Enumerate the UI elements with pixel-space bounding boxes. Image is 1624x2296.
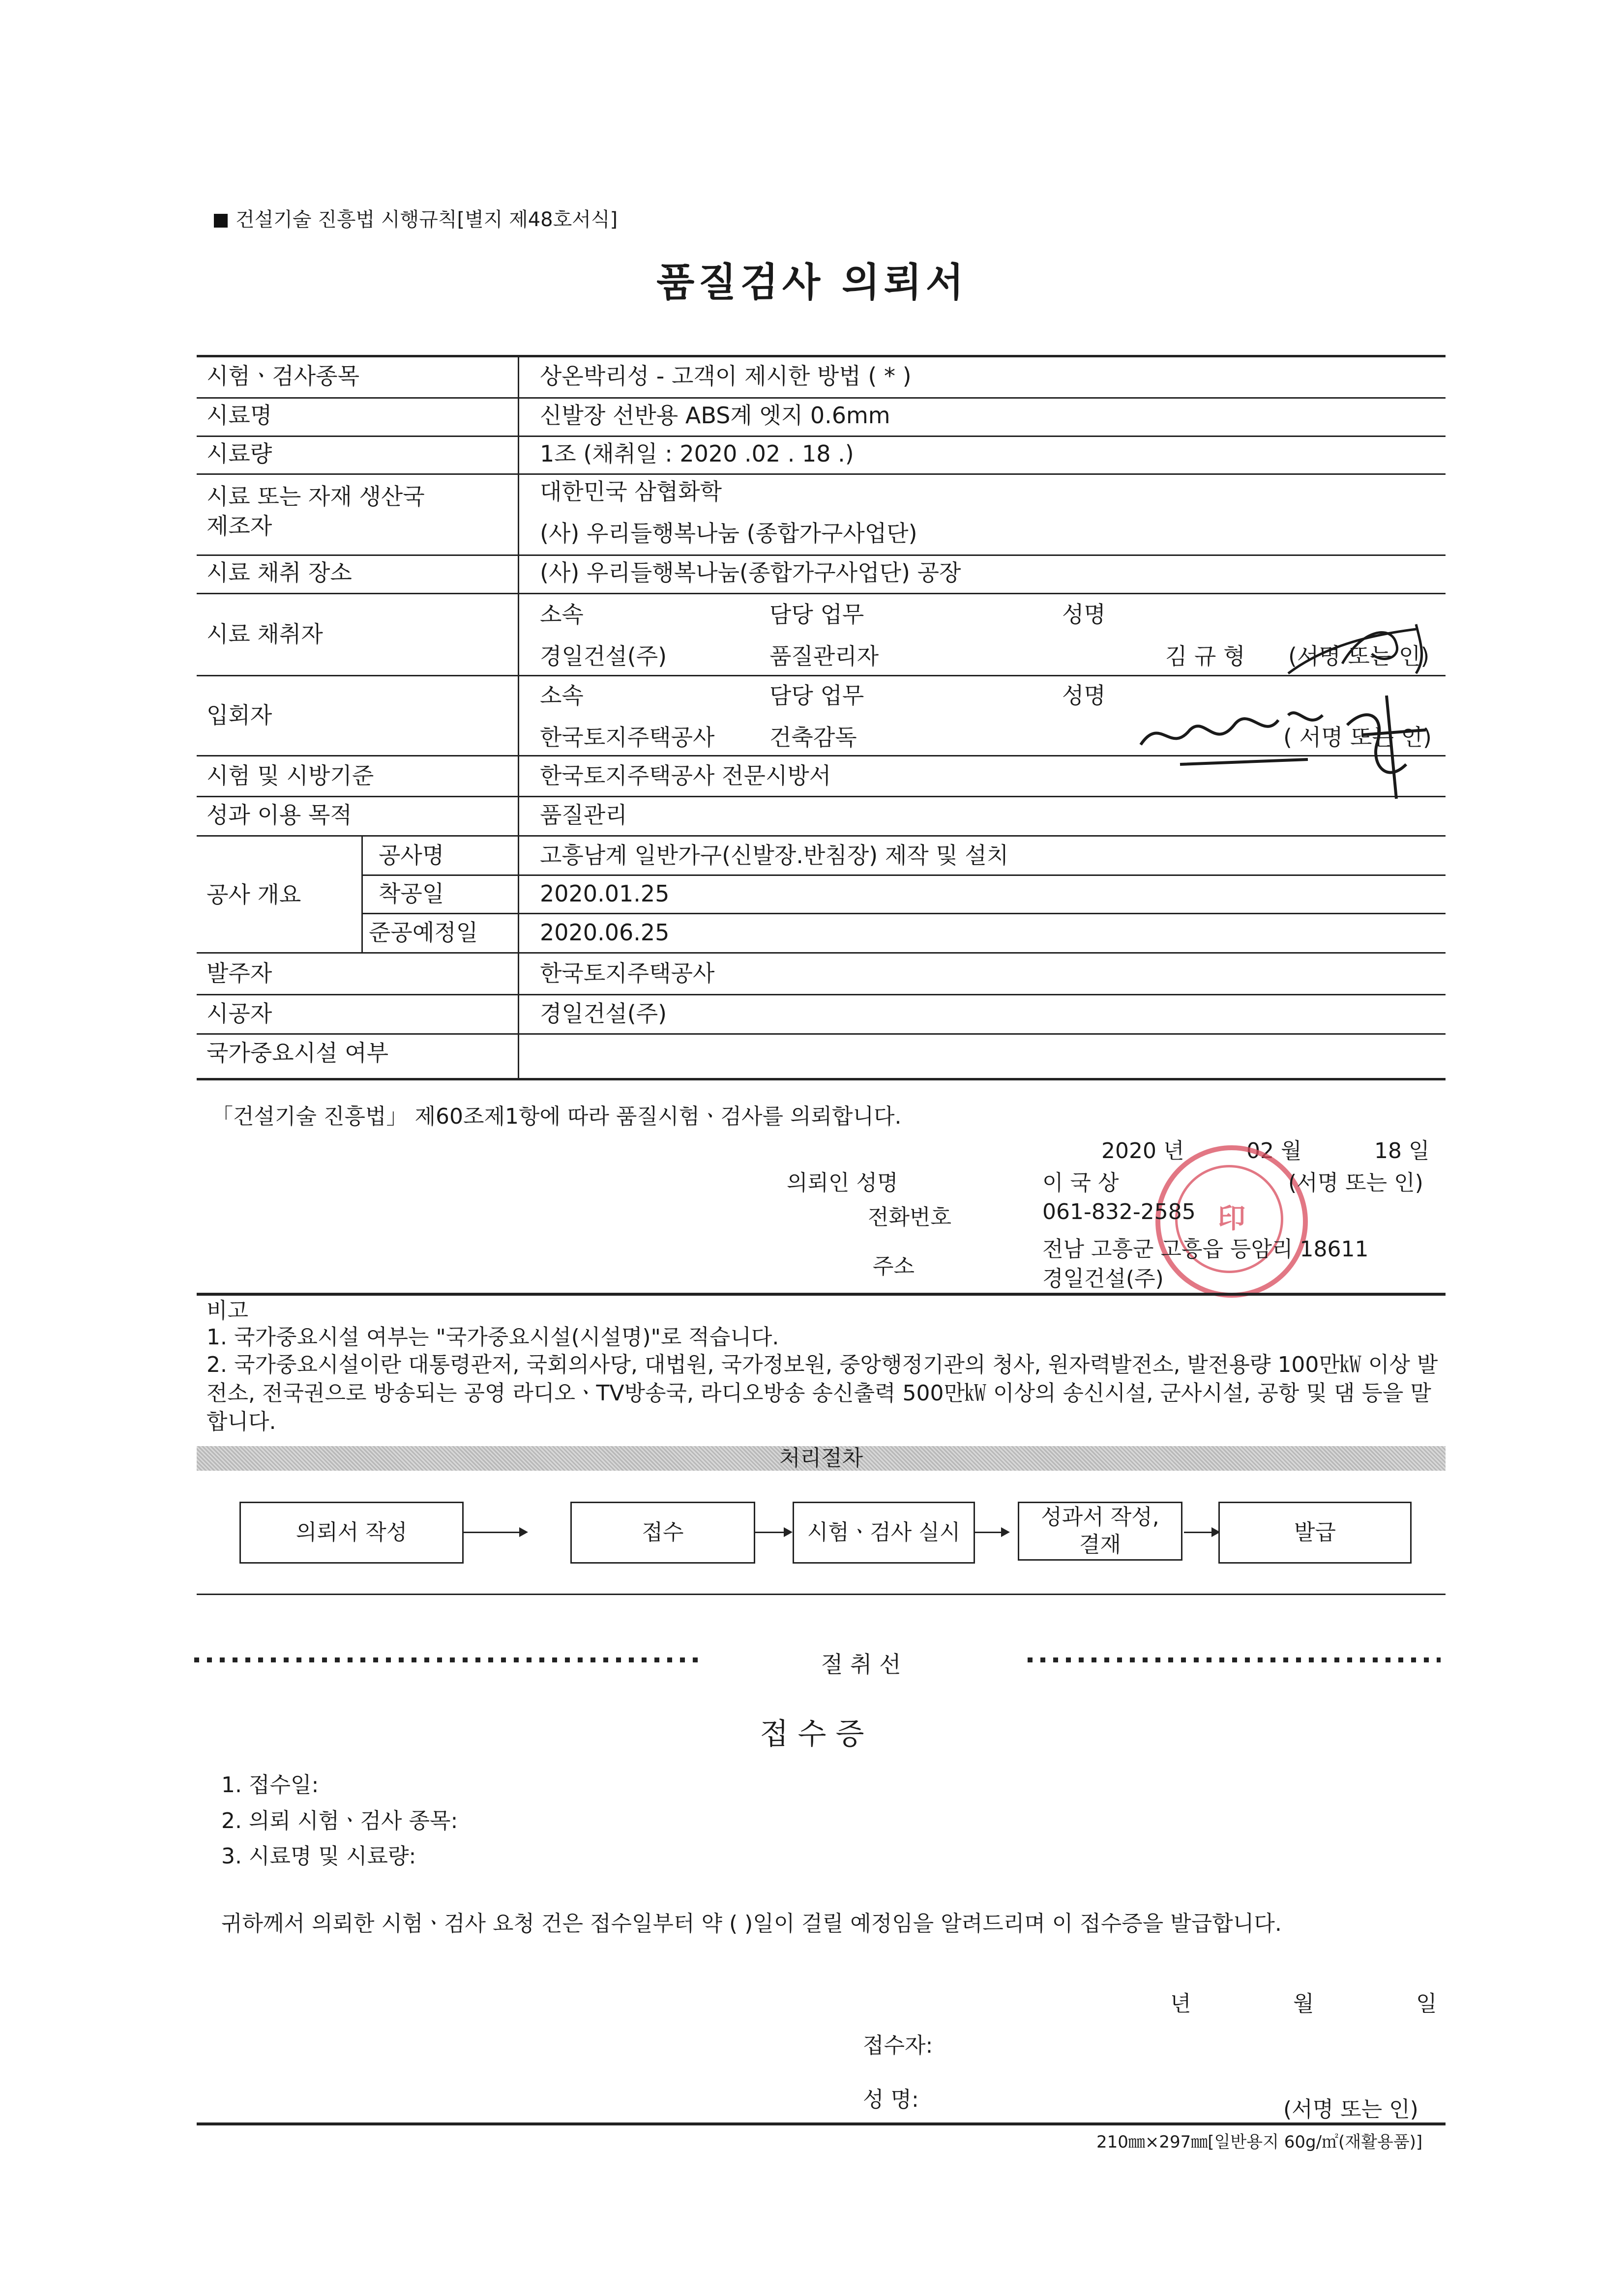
step-testing: 시험ㆍ검사 실시 <box>793 1502 975 1564</box>
witness-name-label: 성명 <box>1062 682 1106 709</box>
receipt-title: 접 수 증 <box>760 1717 864 1751</box>
sample-qty-label: 시료량 <box>207 440 272 467</box>
note-2: 2. 국가중요시설이란 대통령관저, 국회의사당, 대법원, 국가정보원, 중앙행정기관의 청사, 원자력발전소, 발전용량 100만㎾ 이상 발전소, 전국권으로 방송되는 공영 라디오ㆍTV방송국, 라디오방송 송신출력 500만㎾ 이상의 송신시설, 군사시설, 공항 및 댐 등을 말합니다. <box>207 1352 1438 1434</box>
standard-label: 시험 및 시방기준 <box>207 762 374 789</box>
notes-title: 비고 <box>207 1298 249 1323</box>
row-divider <box>197 994 1446 995</box>
requester-sign-note: (서명 또는 인) <box>1288 1170 1423 1195</box>
project-name: 고흥남계 일반가구(신발장.반침장) 제작 및 설치 <box>540 842 1009 869</box>
flow-arrow <box>462 1532 526 1533</box>
row-divider <box>197 554 1446 556</box>
step-report-approval: 성과서 작성, 결재 <box>1018 1502 1182 1561</box>
row-divider <box>197 473 1446 475</box>
end-date: 2020.06.25 <box>540 919 670 946</box>
receipt-day: 일 <box>1416 1991 1437 2016</box>
origin-value-country: 대한민국 삼협화학 <box>540 478 722 505</box>
row-divider <box>197 835 1446 837</box>
end-date-label: 준공예정일 <box>369 919 478 946</box>
purpose-value: 품질관리 <box>540 802 627 828</box>
start-date: 2020.01.25 <box>540 880 670 907</box>
declaration-text: 「건설기술 진흥법」 제60조제1항에 따라 품질시험ㆍ검사를 의뢰합니다. <box>211 1104 902 1129</box>
cut-line-left <box>194 1657 701 1662</box>
flow-arrow <box>974 1532 1008 1533</box>
origin-label-country: 시료 또는 자재 생산국 <box>207 483 425 510</box>
receipt-month: 월 <box>1293 1991 1314 2016</box>
phone-value: 061-832-2585 <box>1042 1199 1196 1224</box>
origin-value-maker: (사) 우리들행복나눔 (종합가구사업단) <box>540 520 917 547</box>
contractor-value: 경일건설(주) <box>540 1000 667 1027</box>
sampler-duty: 품질관리자 <box>769 643 879 669</box>
sampler-affil-label: 소속 <box>540 601 584 628</box>
sampler-duty-label: 담당 업무 <box>769 601 864 628</box>
step-issue: 발급 <box>1218 1502 1412 1564</box>
note-1: 1. 국가중요시설 여부는 "국가중요시설(시설명)"로 적습니다. <box>207 1325 779 1350</box>
row-divider <box>197 593 1446 594</box>
witness-sign-note: ( 서명 또는 인) <box>1283 724 1432 751</box>
project-name-label: 공사명 <box>379 842 444 869</box>
square-bullet-icon <box>214 214 228 228</box>
standard-value: 한국토지주택공사 전문시방서 <box>540 762 831 789</box>
row-divider <box>361 913 1446 914</box>
witness-duty: 건축감독 <box>769 724 857 751</box>
receipt-bottom-border <box>197 2122 1446 2125</box>
client-label: 발주자 <box>207 960 272 987</box>
procedure-title: 처리절차 <box>779 1446 863 1471</box>
national-facility-label: 국가중요시설 여부 <box>207 1040 389 1066</box>
start-date-label: 착공일 <box>379 880 444 907</box>
sampler-affil: 경일건설(주) <box>540 643 667 669</box>
date-year: 2020 년 <box>1101 1138 1184 1163</box>
paper-spec-footer: 210㎜×297㎜[일반용지 60g/㎡(재활용품)] <box>1096 2132 1423 2152</box>
flow-arrow <box>754 1532 791 1533</box>
row-divider <box>197 1033 1446 1035</box>
receipt-item-date: 1. 접수일: <box>221 1773 319 1798</box>
client-value: 한국토지주택공사 <box>540 960 715 987</box>
sampler-signature-mark <box>1269 614 1446 683</box>
receipt-item-test: 2. 의뢰 시험ㆍ검사 종목: <box>221 1808 458 1833</box>
table-bottom-border <box>197 1078 1446 1080</box>
sampler-name: 김 규 형 <box>1165 643 1245 669</box>
flow-arrow <box>1184 1532 1218 1533</box>
form-reference-text: 건설기술 진흥법 시행규칙[별지 제48호서식] <box>236 208 618 231</box>
purpose-label: 성과 이용 목적 <box>207 802 352 828</box>
procedure-bottom-border <box>197 1594 1446 1595</box>
row-divider <box>197 397 1446 399</box>
witness-affil: 한국토지주택공사 <box>540 724 715 751</box>
receipt-item-sample: 3. 시료명 및 시료량: <box>221 1844 416 1869</box>
witness-label: 입회자 <box>207 702 272 728</box>
sample-qty-value: 1조 (채취일 : 2020 .02 . 18 .) <box>540 440 854 467</box>
cut-line-right <box>1028 1657 1441 1662</box>
test-type-value: 상온박리성 - 고객이 제시한 방법 ( * ) <box>540 363 912 389</box>
procedure-banner <box>197 1446 1446 1471</box>
contractor-label: 시공자 <box>207 1000 272 1027</box>
form-reference <box>214 204 618 232</box>
phone-label: 전화번호 <box>868 1205 952 1230</box>
witness-affil-label: 소속 <box>540 682 584 709</box>
witness-signature-mark <box>1131 686 1450 804</box>
table-top-border <box>197 355 1446 357</box>
sampling-place-label: 시료 채취 장소 <box>207 559 352 586</box>
project-label: 공사 개요 <box>207 881 301 908</box>
address-label: 주소 <box>873 1254 915 1279</box>
row-divider <box>361 874 1446 876</box>
sampler-name-label: 성명 <box>1062 601 1106 628</box>
cut-line-label: 절 취 선 <box>821 1651 901 1678</box>
project-subcolumn-divider <box>361 835 363 952</box>
receipt-body: 귀하께서 의뢰한 시험ㆍ검사 요청 건은 접수일부터 약 ( )일이 걸릴 예정임을 알려드리며 이 접수증을 발급합니다. <box>221 1911 1282 1936</box>
row-divider <box>197 675 1446 676</box>
sampling-place-value: (사) 우리들행복나눔(종합가구사업단) 공장 <box>540 559 961 586</box>
step-receipt: 접수 <box>570 1502 755 1564</box>
witness-duty-label: 담당 업무 <box>769 682 864 709</box>
sampler-sign-note: (서명 또는 인) <box>1288 643 1430 669</box>
sample-name-label: 시료명 <box>207 402 272 429</box>
table-column-divider <box>518 356 519 1078</box>
requester-label: 의뢰인 성명 <box>787 1170 898 1195</box>
receiver-name-label: 성 명: <box>863 2087 919 2112</box>
document-title: 품질검사 의뢰서 <box>656 260 968 305</box>
receiver-sign-note: (서명 또는 인) <box>1283 2097 1418 2122</box>
date-month: 02 월 <box>1246 1138 1302 1163</box>
company-seal-mark: 印 <box>1218 1203 1245 1235</box>
receiver-label: 접수자: <box>863 2033 933 2058</box>
origin-label-maker: 제조자 <box>207 513 272 539</box>
step-write-request: 의뢰서 작성 <box>239 1502 464 1564</box>
address-line-2: 경일건설(주) <box>1042 1266 1164 1291</box>
test-type-label: 시험ㆍ검사종목 <box>207 363 360 389</box>
requester-name: 이 국 상 <box>1042 1170 1119 1195</box>
sampler-label: 시료 채취자 <box>207 621 323 647</box>
sample-name-value: 신발장 선반용 ABS계 엣지 0.6mm <box>540 402 890 429</box>
row-divider <box>197 436 1446 437</box>
row-divider <box>197 952 1446 954</box>
receipt-year: 년 <box>1170 1991 1191 2016</box>
date-day: 18 일 <box>1374 1138 1430 1163</box>
address-line-1: 전남 고흥군 고흥읍 등암리 18611 <box>1042 1237 1369 1262</box>
notes-top-border <box>197 1293 1446 1296</box>
